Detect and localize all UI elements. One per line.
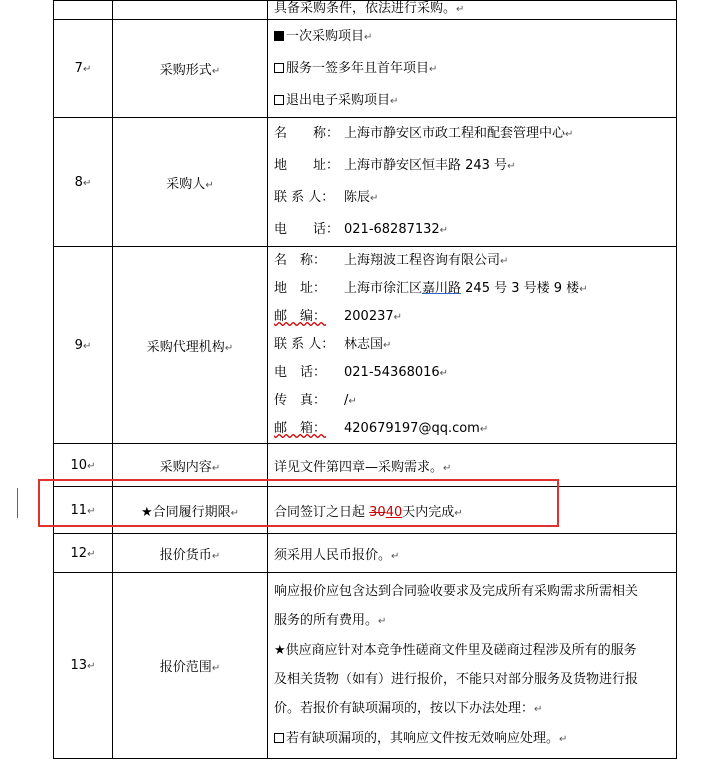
- row-number: 13↵: [54, 573, 113, 759]
- table-row: [54, 487, 677, 534]
- row-content: 名 称： 上海翔波工程咨询有限公司↵ 地 址： 上海市徐汇区嘉川路 245 号 3 号楼 9 楼↵ 邮 编： 200237↵ 联 系 人： 林志国↵ 电 话： 021-54368016↵ 传 真： /↵ 邮 箱： 420679197@qq.com↵: [268, 247, 677, 444]
- row-number: 12↵: [54, 534, 113, 573]
- row-label: 采购形式↵: [113, 20, 268, 118]
- row-number: 10↵: [54, 444, 113, 487]
- row-number: 9↵: [54, 247, 113, 444]
- row-label: 采购内容↵: [113, 444, 268, 487]
- table-row: [54, 1, 677, 20]
- option-item[interactable]: 一次采购项目↵: [274, 21, 670, 53]
- row-content: 具备采购条件，依法进行采购。↵: [268, 1, 677, 20]
- checkbox-checked-icon[interactable]: [274, 31, 284, 41]
- row-number: 8↵: [54, 118, 113, 247]
- row-label: 采购人↵: [113, 118, 268, 247]
- table-row: [54, 20, 677, 118]
- procurement-table: [53, 0, 677, 759]
- text-cursor: [17, 488, 18, 518]
- row-content: 详见文件第四章—采购需求。↵: [268, 444, 677, 487]
- checkbox-unchecked-icon[interactable]: [274, 95, 284, 105]
- row-label: ★合同履行期限↵: [113, 487, 268, 534]
- row-number: 7↵: [54, 20, 113, 118]
- row-content: 名 称： 上海市静安区市政工程和配套管理中心↵ 地 址： 上海市静安区恒丰路 243 号↵ 联 系 人： 陈辰↵ 电 话： 021-68287132↵: [268, 118, 677, 247]
- row-content: 合同签订之日起 3040天内完成↵: [268, 487, 677, 534]
- row-label: 报价货币↵: [113, 534, 268, 573]
- table-row: [54, 534, 677, 573]
- row-label: [113, 1, 268, 20]
- checkbox-unchecked-icon[interactable]: [274, 733, 284, 743]
- row-label: 采购代理机构↵: [113, 247, 268, 444]
- table-row: [54, 247, 677, 444]
- row-number: [54, 1, 113, 20]
- row-label: 报价范围↵: [113, 573, 268, 759]
- row-content: 须采用人民币报价。↵: [268, 534, 677, 573]
- row-content: 响应报价应包含达到合同验收要求及完成所有采购需求所需相关 服务的所有费用。↵ ★供应商应针对本竞争性磋商文件里及磋商过程涉及所有的服务 及相关货物（如有）进行报价，不能只对部分服务及货物进行报 价。若报价有缺项漏项的，按以下办法处理：↵ 若有缺项漏项的，其响应文件按无效响应处理。↵: [268, 573, 677, 759]
- deleted-text: 30: [369, 504, 386, 520]
- option-item[interactable]: 退出电子采购项目↵: [274, 85, 670, 117]
- table-row: [54, 118, 677, 247]
- checkbox-unchecked-icon[interactable]: [274, 63, 284, 73]
- table-row: [54, 573, 677, 759]
- option-item[interactable]: 服务一签多年且首年项目↵: [274, 53, 670, 85]
- inserted-text: 40: [385, 504, 403, 520]
- row-content: [268, 20, 677, 118]
- row-number: 11↵: [54, 487, 113, 534]
- table-row: [54, 444, 677, 487]
